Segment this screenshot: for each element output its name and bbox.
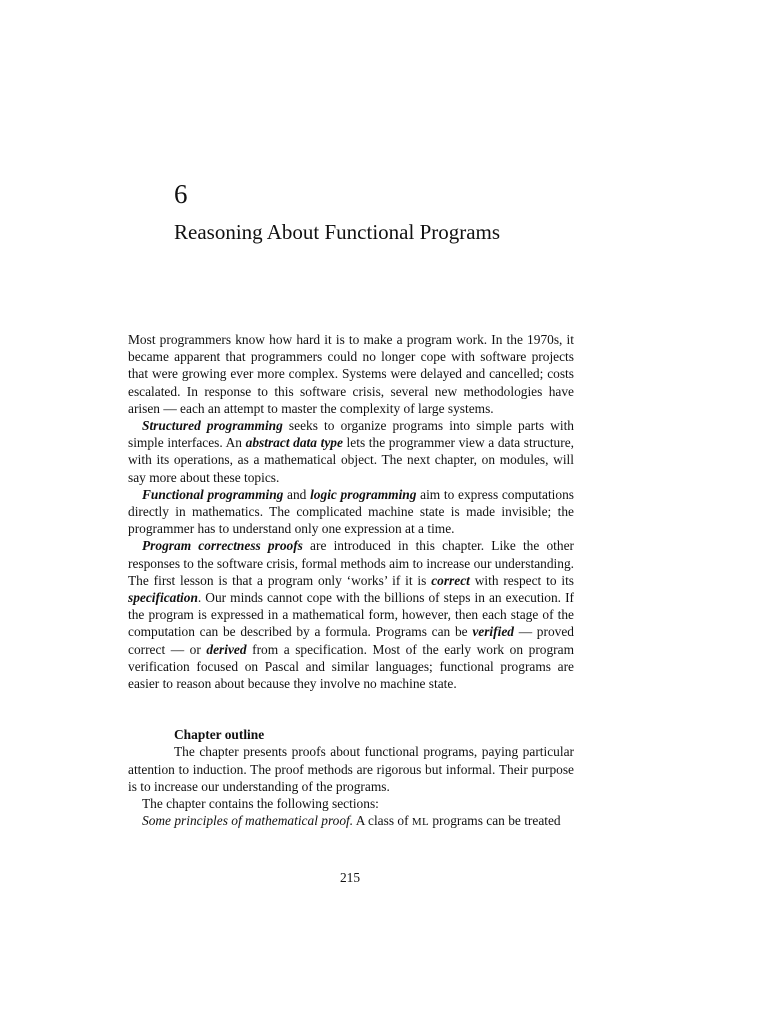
chapter-title: Reasoning About Functional Programs [174, 220, 501, 244]
text-span: are introduced in this chapter. Like the other responses to the software crisis, formal methods aim to increase our understanding. The first lesson is that a program only ‘works’ if it is [128, 538, 575, 588]
term-functional-programming: Functional programming [142, 486, 284, 502]
term-logic-programming: logic programming [310, 486, 417, 502]
term-structured-programming: Structured programming [142, 418, 283, 434]
text-span: aim to express computations directly in mathematics. The complicated machine state is made invisible; the programmer has to understand only one expression at a time. [128, 486, 575, 537]
intro-paragraph-3 [128, 486, 574, 538]
text-span: with respect to its [469, 572, 574, 588]
term-specification: specification [128, 590, 198, 606]
outline-paragraph-2: The chapter contains the following sections: [142, 796, 379, 812]
text-span: from a specification. Most of the early work on program verification focused on Pascal and similar languages; functional programs are easier to reason about because they involve no machine state. [128, 641, 574, 692]
text-span: seeks to organize programs into simple parts with simple interfaces. An [128, 418, 574, 451]
chapter-number: 6 [174, 179, 188, 209]
text-span: programs can be treated [429, 813, 561, 829]
ml-smallcaps: ML [411, 816, 430, 829]
page-number: 215 [339, 870, 361, 885]
outline-paragraph-3 [128, 812, 574, 831]
term-correct: correct [431, 572, 470, 588]
term-derived: derived [206, 641, 247, 657]
term-verified: verified [472, 624, 514, 640]
text-span: — proved correct — or [128, 624, 574, 657]
term-abstract-data-type: abstract data type [245, 435, 343, 451]
outline-paragraph-1: The chapter presents proofs about functional programs, paying particular attention to induction. The proof methods are rigorous but informal. Their purpose is to increase our understanding of the programs. [128, 744, 574, 794]
text-span: and [283, 486, 311, 502]
intro-paragraph-2 [128, 417, 574, 486]
intro-paragraph-1: Most programmers know how hard it is to make a program work. In the 1970s, it became apparent that programmers could no longer cope with software projects that were growing ever more complex. Systems were delayed and cancelled; costs escalated. In response to this software crisis, several new methodologies have arisen — each an attempt to master the complexity of large systems. [128, 332, 574, 416]
text-span: A class of [353, 813, 412, 829]
term-program-correctness-proofs: Program correctness proofs [142, 538, 303, 554]
text-span: . Our minds cannot cope with the billions of steps in an execution. If the program is expressed in a mathematical form, however, then each stage of the computation can be described by a formula. Programs can be [128, 590, 574, 640]
section-heading-chapter-outline: Chapter outline [174, 727, 265, 743]
text-span: lets the programmer view a data structure, with its operations, as a mathematical object. The next chapter, on modules, will say more about these topics. [128, 435, 574, 485]
section-title-principles: Some principles of mathematical proof. [142, 813, 354, 829]
body-text [128, 331, 574, 831]
intro-paragraph-4 [128, 537, 574, 692]
